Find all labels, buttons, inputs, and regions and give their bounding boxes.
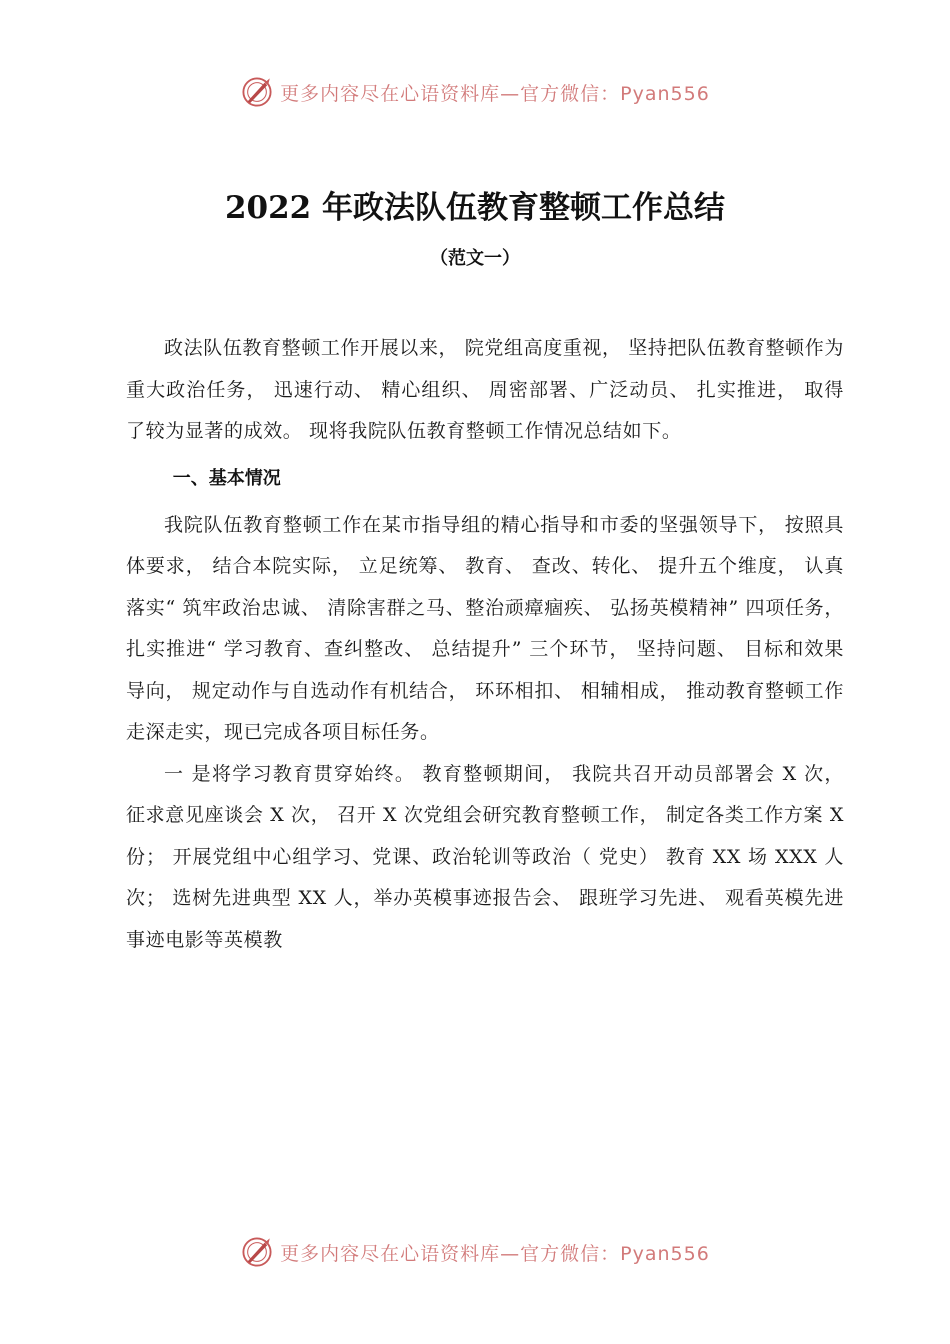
document-subtitle: （范文一） [430,248,520,269]
intro-paragraph: 政法队伍教育整顿工作开展以来， 院党组高度重视， 坚持把队伍教育整顿作为重大政治任务， 迅速行动、 精心组织、 周密部署、广泛动员、 扎实推进， 取得了较为显著的成效。 现将我院队伍教育整顿工作情况总结如下。 [126,337,844,442]
document-title: 2022 年政法队伍教育整顿工作总结 [224,190,726,226]
watermark-text: 更多内容尽在心语资料库—官方微信：Pyan556 [280,82,710,105]
quill-seal-icon [240,75,274,109]
section-paragraph: 一 是将学习教育贯穿始终。 教育整顿期间， 我院共召开动员部署会 X 次， 征求意见座谈会 X 次， 召开 X 次党组会研究教育整顿工作， 制定各类工作方案 X 份； 开展党组中心组学习、党课、政治轮训等政治（ 党史） 教育 XX 场 XXX 人次； 选树先进典型 XX 人，举办英模事迹报告会、 跟班学习先进、 观看英模先进事迹电影等英模教 [126,762,844,951]
header-watermark [0,72,950,112]
watermark-text: 更多内容尽在心语资料库—官方微信：Pyan556 [280,1242,710,1265]
section-heading: 一、基本情况 [172,467,281,489]
section-paragraph: 我院队伍教育整顿工作在某市指导组的精心指导和市委的坚强领导下， 按照具体要求， 结合本院实际， 立足统筹、 教育、 查改、转化、 提升五个维度， 认真落实“ 筑牢政治忠诚、 清除害群之马、整治顽瘴痼疾、 弘扬英模精神” 四项任务， 扎实推进“ 学习教育、查纠整改、 总结提升” 三个环节， 坚持问题、 目标和效果导向， 规定动作与自选动作有机结合， 环环相扣、 相辅相成， 推动教育整顿工作走深走实，现已完成各项目标任务。 [126,513,844,743]
document-body [126,328,844,961]
quill-seal-icon [240,1235,274,1269]
footer-watermark [0,1232,950,1272]
